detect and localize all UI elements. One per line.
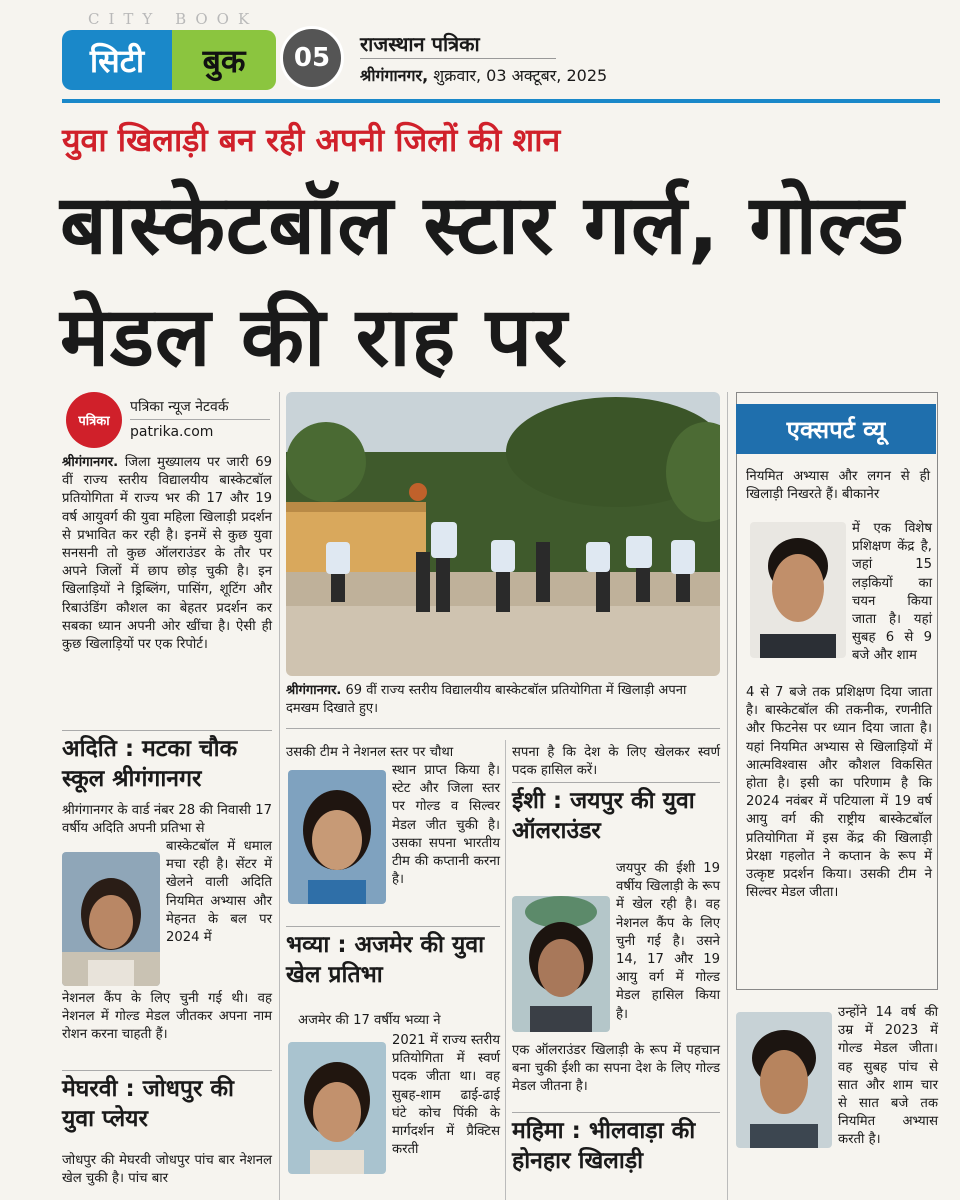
basketball-match-photo <box>286 392 720 676</box>
col2-text-side: स्थान प्राप्त किया है। स्टेट और जिला स्तर पर गोल्ड व सिल्वर मेडल जीत चुकी है। उसका सपना भारतीय टीम की कप्तानी करना है। <box>392 763 500 888</box>
aditi-text-side: बास्केटबॉल में धमाल मचा रही है। सेंटर में खेलने वाली अदिति नियमित अभ्यास और मेहनत के बल पर 2024 में <box>166 839 272 946</box>
dateline-date: शुक्रवार, 03 अक्टूबर, 2025 <box>433 66 608 85</box>
bhavya-text-top: अजमेर की 17 वर्षीय भव्या ने <box>298 1013 441 1028</box>
meghravi-heading: मेघरवी : जोधपुर की युवा प्लेयर <box>62 1076 234 1132</box>
page-number: 05 <box>280 26 344 90</box>
masthead-ghost-text: CITY BOOK <box>88 10 259 28</box>
byline-network: पत्रिका न्यूज नेटवर्क <box>130 399 229 415</box>
intro-place: श्रीगंगानगर. <box>62 455 119 470</box>
logo-part-2: बुक <box>172 30 276 90</box>
dateline-city: श्रीगंगानगर, <box>360 66 429 85</box>
mahima-heading: महिमा : भीलवाड़ा की होनहार खिलाड़ी <box>512 1118 696 1174</box>
col2-text-top: उसकी टीम ने नेशनल स्तर पर चौथा <box>286 745 454 760</box>
intro-text <box>62 454 272 654</box>
expert-text-side: में एक विशेष प्रशिक्षण केंद्र है, जहां 15 लड़कियों का चयन किया जाता है। यहां सुबह 6 से 9 बजे और शाम <box>852 521 932 664</box>
photo-caption <box>286 682 720 718</box>
patrika-badge: पत्रिका <box>66 392 122 448</box>
byline <box>130 396 270 443</box>
aditi-heading: अदिति : मटका चौक स्कूल श्रीगंगानगर <box>62 736 238 792</box>
masthead-divider <box>360 58 556 59</box>
ishi-text-side: जयपुर की ईशी 19 वर्षीय खिलाड़ी के रूप में खेल रही है। वह नेशनल कैंप के लिए चुनी गई है। उसने 14, 17 और 19 आयु वर्ग में गोल्ड मेडल हासिल किया है। <box>616 861 720 1022</box>
dateline <box>360 64 607 86</box>
col3-text-top: सपना है कि देश के लिए खेलकर स्वर्ण पदक हासिल करें। <box>512 745 720 779</box>
bhavya-heading: भव्या : अजमेर की युवा खेल प्रतिभा <box>286 932 485 988</box>
expert-text-top: नियमित अभ्यास और लगन से ही खिलाड़ी निखरते हैं। बीकानेर <box>746 469 930 503</box>
ishi-heading: ईशी : जयपुर की युवा ऑलराउंडर <box>512 788 695 844</box>
divider <box>286 926 500 927</box>
expert-view-heading: एक्सपर्ट व्यू <box>736 404 936 454</box>
aditi-photo <box>62 852 160 986</box>
divider <box>512 782 720 783</box>
byline-site: patrika.com <box>130 424 214 440</box>
ishi-text-bottom: एक ऑलराउंडर खिलाड़ी के रूप में पहचान बना चुकी ईशी का सपना देश के लिए गोल्ड मेडल जीतना है। <box>512 1043 720 1095</box>
col4-text-side: उन्होंने 14 वर्ष की उम्र में 2023 में गोल्ड मेडल जीता। वह सुबह पांच से सात और शाम चार से सात बजे तक नियमित अभ्यास करती है। <box>838 1005 938 1148</box>
bhavya-team-photo <box>288 770 386 904</box>
divider <box>62 1070 272 1071</box>
column-rule <box>727 392 728 1200</box>
logo-part-1: सिटी <box>62 30 172 90</box>
top-rule <box>62 99 940 103</box>
column-rule <box>505 740 506 1200</box>
meghravi-text: जोधपुर की मेघरवी जोधपुर पांच बार नेशनल खेल चुकी है। पांच बार <box>62 1153 272 1187</box>
expert-text-bottom: 4 से 7 बजे तक प्रशिक्षण दिया जाता है। बास्केटबॉल की तकनीक, रणनीति और फिटनेस पर ध्यान दिया जाता है। यहां नियमित अभ्यास से खिलाड़ियों में आत्मविश्वास और कौशल विकसित होता है। इसी का परिणाम है कि 2024 नवंबर में पटियाला में 19 वर्ष आयु वर्ग की राष्ट्रीय बास्केटबॉल प्रतियोगिता में इस केंद्र की खिलाड़ी प्रेरक्षा गहलोत ने कप्तान के रूप में उत्कृष्ट प्रदर्शन किया। उसकी टीम ने सिल्वर मेडल जीता। <box>746 685 932 901</box>
bhavya-photo <box>288 1042 386 1174</box>
aditi-text-top: श्रीगंगानगर के वार्ड नंबर 28 की निवासी 17 वर्षीय अदिति अपनी प्रतिभा से <box>62 803 272 837</box>
col4-photo <box>736 1012 832 1148</box>
kicker: युवा खिलाड़ी बन रही अपनी जिलों की शान <box>62 121 561 159</box>
headline: बास्केटबॉल स्टार गर्ल, गोल्ड मेडल की राह पर <box>60 178 905 385</box>
ishi-photo <box>512 896 610 1032</box>
caption-place: श्रीगंगानगर. <box>286 683 342 698</box>
column-rule <box>279 392 280 1200</box>
caption-text: 69 वीं राज्य स्तरीय विद्यालयीय बास्केटबॉल प्रतियोगिता में खिलाड़ी अपना दमखम दिखाते हुए। <box>286 683 687 716</box>
expert-photo <box>750 522 846 658</box>
intro-body: जिला मुख्यालय पर जारी 69 वीं राज्य स्तरीय विद्यालयीय बास्केटबॉल प्रतियोगिता में राज्य भर की 17 और 19 वर्ष आयुवर्ग की युवा महिला खिलाड़ी प्रदर्शन से प्रभावित कर रही है। इनमें से कुछ युवा सनसनी तो कुछ ऑलराउंडर के तौर पर अपने जिलों में छाप छोड़ चुकी है। इन खिलाड़ियों ने ड्रिब्लिंग, पासिंग, शूटिंग और रिबाउंडिंग कौशल का बेहतर प्रदर्शन कर सबका ध्यान अपनी ओर खींचा है। ऐसी ही कुछ खिलाड़ियों पर एक रिपोर्ट। <box>62 455 272 653</box>
divider <box>512 1112 720 1113</box>
divider <box>286 728 720 729</box>
city-book-logo <box>62 30 276 90</box>
paper-name: राजस्थान पत्रिका <box>360 32 480 56</box>
aditi-text-bottom: नेशनल कैंप के लिए चुनी गई थी। वह नेशनल में गोल्ड मेडल जीतकर अपना नाम रोशन करना चाहती हैं। <box>62 991 272 1043</box>
divider <box>62 730 272 731</box>
bhavya-text-side: 2021 में राज्य स्तरीय प्रतियोगिता में स्वर्ण पदक जीता था। वह सुबह-शाम ढाई-ढाई घंटे कोच पिंकी के मार्गदर्शन में प्रैक्टिस करती <box>392 1033 500 1158</box>
